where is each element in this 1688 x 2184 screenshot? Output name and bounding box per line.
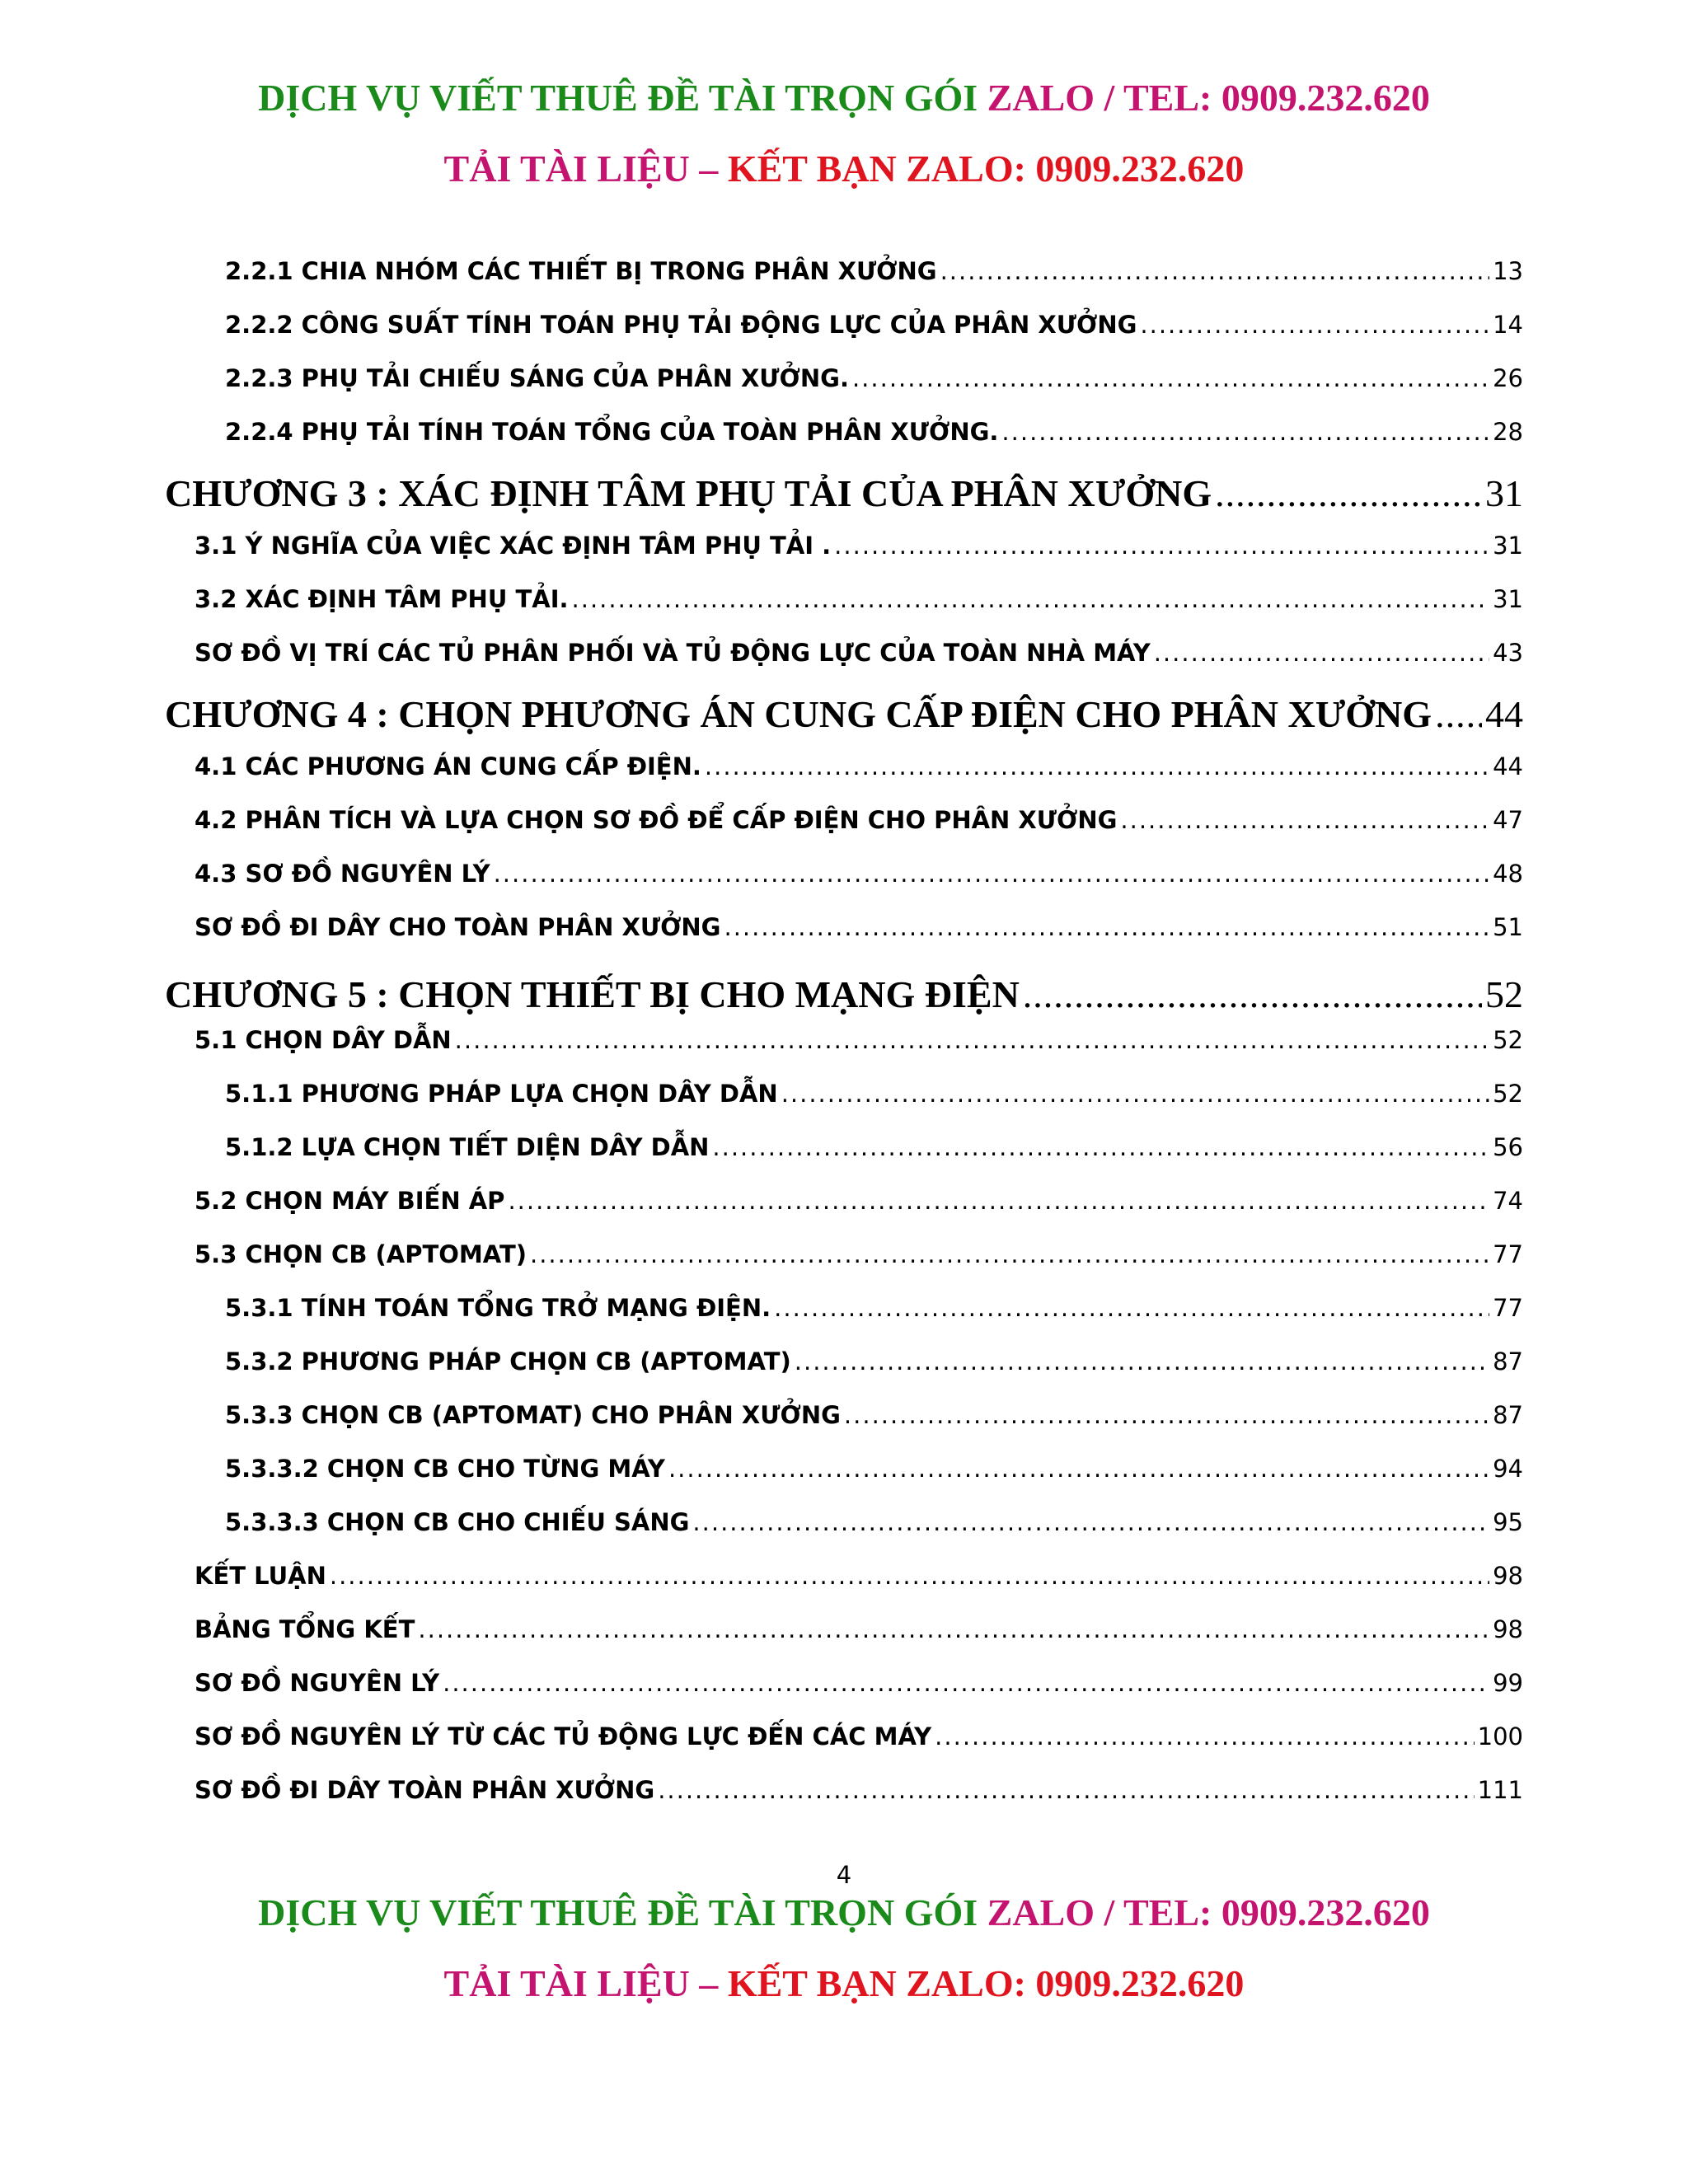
toc-dot-leader: [940, 257, 1490, 285]
toc-dot-leader: [692, 1508, 1489, 1536]
footer-banner-line-1: [0, 1891, 1688, 1934]
footer-download-text: TẢI TÀI LIỆU –: [443, 1962, 719, 2004]
toc-entry-label: 4.2 PHÂN TÍCH VÀ LỰA CHỌN SƠ ĐỒ ĐỂ CẤP ĐIỆN CHO PHÂN XƯỞNG: [195, 806, 1118, 834]
toc-entry-label: 5.3 CHỌN CB (APTOMAT): [195, 1240, 527, 1268]
toc-chapter-entry[interactable]: [165, 972, 1523, 1016]
toc-entry-page: 31: [1485, 472, 1523, 514]
footer-zalo-text: KẾT BẠN ZALO: 0909.232.620: [727, 1962, 1245, 2004]
toc-entry-page: 43: [1493, 639, 1523, 667]
header-download-text: TẢI TÀI LIỆU –: [443, 148, 719, 190]
toc-entry-page: 31: [1493, 585, 1523, 613]
toc-entry-label: SƠ ĐỒ NGUYÊN LÝ: [195, 1669, 440, 1697]
toc-entry-label: 5.3.3 CHỌN CB (APTOMAT) CHO PHÂN XƯỞNG: [225, 1401, 841, 1429]
toc-entry-page: 14: [1493, 311, 1523, 339]
toc-dot-leader: [530, 1240, 1489, 1268]
toc-entry[interactable]: [225, 257, 1523, 285]
toc-entry-label: 2.2.4 PHỤ TẢI TÍNH TOÁN TỔNG CỦA TOÀN PHÂN XƯỞNG.: [225, 418, 999, 446]
toc-entry-label: 4.3 SƠ ĐỒ NGUYÊN LÝ: [195, 860, 490, 888]
toc-entry[interactable]: [225, 1347, 1523, 1376]
toc-entry-page: 44: [1493, 752, 1523, 780]
toc-dot-leader: [418, 1615, 1489, 1643]
toc-entry-label: 5.3.3.2 CHỌN CB CHO TỪNG MÁY: [225, 1455, 665, 1483]
toc-entry[interactable]: [195, 1026, 1523, 1054]
toc-entry[interactable]: [195, 752, 1523, 780]
toc-chapter-entry[interactable]: [165, 692, 1523, 736]
toc-dot-leader: [1120, 806, 1489, 834]
toc-dot-leader: [508, 1187, 1489, 1215]
toc-entry-page: 87: [1493, 1401, 1523, 1429]
toc-entry[interactable]: [225, 1401, 1523, 1429]
toc-entry[interactable]: [225, 1133, 1523, 1161]
toc-entry-page: 28: [1493, 418, 1523, 446]
toc-entry-page: 51: [1493, 913, 1523, 941]
toc-entry[interactable]: [225, 364, 1523, 392]
toc-dot-leader: [455, 1026, 1489, 1054]
toc-entry-page: 26: [1493, 364, 1523, 392]
toc-entry[interactable]: [225, 1455, 1523, 1483]
header-banner-line-2: [0, 147, 1688, 190]
toc-entry-page: 74: [1493, 1187, 1523, 1215]
toc-entry-label: 2.2.1 CHIA NHÓM CÁC THIẾT BỊ TRONG PHÂN XƯỞNG: [225, 257, 937, 285]
toc-entry[interactable]: [195, 1722, 1523, 1750]
toc-entry-label: 5.3.2 PHƯƠNG PHÁP CHỌN CB (APTOMAT): [225, 1347, 791, 1376]
toc-entry-label: SƠ ĐỒ ĐI DÂY CHO TOÀN PHÂN XƯỞNG: [195, 913, 721, 941]
toc-entry-page: 13: [1493, 257, 1523, 285]
toc-entry[interactable]: [195, 1240, 1523, 1268]
toc-entry-label: 5.3.3.3 CHỌN CB CHO CHIẾU SÁNG: [225, 1508, 690, 1536]
page-number: 4: [836, 1861, 852, 1889]
toc-entry-page: 99: [1493, 1669, 1523, 1697]
toc-entry[interactable]: [195, 1776, 1523, 1804]
toc-entry-page: 98: [1493, 1562, 1523, 1590]
toc-dot-leader: [330, 1562, 1489, 1590]
toc-dot-leader: [668, 1455, 1489, 1483]
toc-entry[interactable]: [225, 418, 1523, 446]
toc-dot-leader: [935, 1722, 1474, 1750]
toc-dot-leader: [658, 1776, 1474, 1804]
toc-entry-label: SƠ ĐỒ VỊ TRÍ CÁC TỦ PHÂN PHỐI VÀ TỦ ĐỘNG LỰC CỦA TOÀN NHÀ MÁY: [195, 639, 1151, 667]
header-service-text: DỊCH VỤ VIẾT THUÊ ĐỀ TÀI TRỌN GÓI: [258, 77, 978, 119]
toc-entry-label: CHƯƠNG 4 : CHỌN PHƯƠNG ÁN CUNG CẤP ĐIỆN CHO PHÂN XƯỞNG: [165, 693, 1432, 735]
toc-dot-leader: [705, 752, 1489, 780]
toc-dot-leader: [1154, 639, 1489, 667]
toc-dot-leader: [1215, 471, 1482, 515]
toc-entry[interactable]: [195, 532, 1523, 560]
header-zalo-text: KẾT BẠN ZALO: 0909.232.620: [727, 148, 1245, 190]
toc-entry-page: 100: [1477, 1722, 1523, 1750]
toc-entry-label: BẢNG TỔNG KẾT: [195, 1615, 415, 1643]
toc-dot-leader: [834, 532, 1489, 560]
toc-entry-page: 98: [1493, 1615, 1523, 1643]
toc-entry-label: 5.1.2 LỰA CHỌN TIẾT DIỆN DÂY DẪN: [225, 1133, 710, 1161]
toc-entry[interactable]: [195, 913, 1523, 941]
toc-entry[interactable]: [225, 1294, 1523, 1322]
toc-entry-label: SƠ ĐỒ NGUYÊN LÝ TỪ CÁC TỦ ĐỘNG LỰC ĐẾN CÁC MÁY: [195, 1722, 932, 1750]
toc-entry-label: 3.2 XÁC ĐỊNH TÂM PHỤ TẢI.: [195, 585, 569, 613]
toc-entry[interactable]: [195, 639, 1523, 667]
toc-entry-page: 94: [1493, 1455, 1523, 1483]
toc-chapter-entry[interactable]: [165, 471, 1523, 515]
footer-banner-line-2: [0, 1961, 1688, 2005]
toc-dot-leader: [852, 364, 1489, 392]
toc-dot-leader: [844, 1401, 1489, 1429]
toc-entry-page: 95: [1493, 1508, 1523, 1536]
toc-entry[interactable]: [195, 1562, 1523, 1590]
toc-entry[interactable]: [195, 806, 1523, 834]
toc-entry-page: 111: [1477, 1776, 1523, 1804]
toc-entry-label: 5.1.1 PHƯƠNG PHÁP LỰA CHỌN DÂY DẪN: [225, 1080, 778, 1108]
toc-entry[interactable]: [195, 1187, 1523, 1215]
toc-entry[interactable]: [195, 585, 1523, 613]
toc-dot-leader: [1023, 972, 1482, 1016]
toc-entry-page: 52: [1493, 1080, 1523, 1108]
toc-entry-label: 2.2.2 CÔNG SUẤT TÍNH TOÁN PHỤ TẢI ĐỘNG LỰC CỦA PHÂN XƯỞNG: [225, 311, 1137, 339]
toc-entry[interactable]: [195, 1615, 1523, 1643]
toc-dot-leader: [443, 1669, 1489, 1697]
toc-entry-label: 5.1 CHỌN DÂY DẪN: [195, 1026, 452, 1054]
toc-entry[interactable]: [195, 860, 1523, 888]
toc-entry-page: 56: [1493, 1133, 1523, 1161]
toc-dot-leader: [494, 860, 1490, 888]
toc-entry-page: 52: [1493, 1026, 1523, 1054]
toc-dot-leader: [781, 1080, 1489, 1108]
toc-entry-label: CHƯƠNG 5 : CHỌN THIẾT BỊ CHO MẠNG ĐIỆN: [165, 973, 1020, 1015]
toc-entry-label: KẾT LUẬN: [195, 1562, 326, 1590]
footer-service-text: DỊCH VỤ VIẾT THUÊ ĐỀ TÀI TRỌN GÓI: [258, 1891, 978, 1933]
toc-entry-label: 5.2 CHỌN MÁY BIẾN ÁP: [195, 1187, 505, 1215]
toc-dot-leader: [712, 1133, 1489, 1161]
toc-entry-page: 31: [1493, 532, 1523, 560]
toc-entry-page: 48: [1493, 860, 1523, 888]
toc-entry-label: 2.2.3 PHỤ TẢI CHIẾU SÁNG CỦA PHÂN XƯỞNG.: [225, 364, 849, 392]
toc-dot-leader: [1140, 311, 1489, 339]
toc-entry-page: 44: [1485, 693, 1523, 735]
toc-entry-label: CHƯƠNG 3 : XÁC ĐỊNH TÂM PHỤ TẢI CỦA PHÂN XƯỞNG: [165, 472, 1212, 514]
toc-entry-page: 77: [1493, 1294, 1523, 1322]
footer-contact-text: ZALO / TEL: 0909.232.620: [987, 1891, 1430, 1933]
toc-entry[interactable]: [195, 1669, 1523, 1697]
toc-entry-page: 87: [1493, 1347, 1523, 1376]
header-contact-text: ZALO / TEL: 0909.232.620: [987, 77, 1430, 119]
toc-entry-label: 5.3.1 TÍNH TOÁN TỔNG TRỞ MẠNG ĐIỆN.: [225, 1294, 771, 1322]
toc-entry[interactable]: [225, 1508, 1523, 1536]
toc-dot-leader: [724, 913, 1489, 941]
toc-entry-page: 47: [1493, 806, 1523, 834]
toc-entry-page: 77: [1493, 1240, 1523, 1268]
toc-entry-page: 52: [1485, 973, 1523, 1015]
toc-dot-leader: [1435, 692, 1482, 736]
toc-dot-leader: [795, 1347, 1489, 1376]
toc-dot-leader: [774, 1294, 1489, 1322]
toc-entry[interactable]: [225, 311, 1523, 339]
toc-dot-leader: [572, 585, 1490, 613]
toc-entry-label: 4.1 CÁC PHƯƠNG ÁN CUNG CẤP ĐIỆN.: [195, 752, 701, 780]
toc-entry-label: 3.1 Ý NGHĨA CỦA VIỆC XÁC ĐỊNH TÂM PHỤ TẢI .: [195, 532, 832, 560]
header-banner-line-1: [0, 76, 1688, 120]
toc-dot-leader: [1001, 418, 1489, 446]
toc-entry-label: SƠ ĐỒ ĐI DÂY TOÀN PHÂN XƯỞNG: [195, 1776, 655, 1804]
toc-entry[interactable]: [225, 1080, 1523, 1108]
